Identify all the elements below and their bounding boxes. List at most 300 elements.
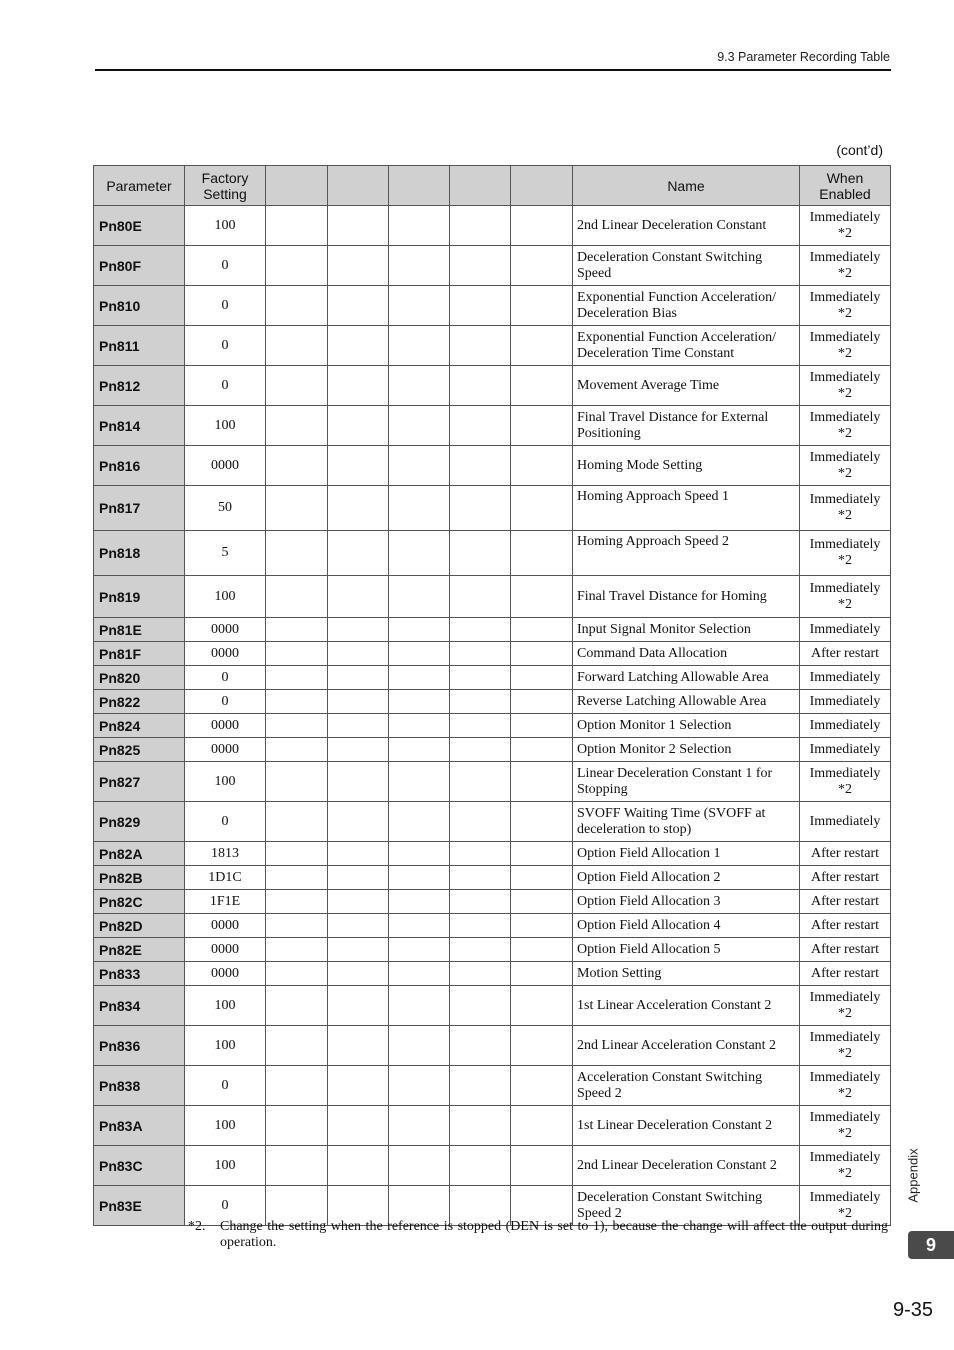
factory-setting-cell: 0000: [185, 618, 266, 642]
name-cell: 2nd Linear Acceleration Constant 2: [573, 1026, 800, 1066]
factory-setting-cell: 100: [185, 576, 266, 618]
record-cell-1: [266, 962, 328, 986]
header-factory-setting: Factory Setting: [185, 166, 266, 206]
factory-setting-cell: 100: [185, 986, 266, 1026]
name-cell: Exponential Function Acceleration/ Deceleration Time Constant: [573, 326, 800, 366]
parameter-cell: Pn819: [94, 576, 185, 618]
name-cell: SVOFF Waiting Time (SVOFF at deceleration to stop): [573, 802, 800, 842]
table-row: [94, 286, 891, 326]
record-cell-3: [389, 690, 450, 714]
record-cell-3: [389, 962, 450, 986]
parameter-cell: Pn820: [94, 666, 185, 690]
header-record-4: [450, 166, 511, 206]
record-cell-1: [266, 986, 328, 1026]
record-cell-2: [328, 1026, 389, 1066]
appendix-side-label: [902, 1142, 924, 1208]
record-cell-2: [328, 486, 389, 531]
factory-setting-cell: 5: [185, 531, 266, 576]
table-row: [94, 618, 891, 642]
table-row: [94, 446, 891, 486]
record-cell-1: [266, 938, 328, 962]
table-row: [94, 938, 891, 962]
continued-label: (cont’d): [836, 142, 883, 158]
record-cell-4: [450, 738, 511, 762]
record-cell-4: [450, 326, 511, 366]
footnote-reference: *2: [838, 425, 852, 441]
parameter-cell: Pn836: [94, 1026, 185, 1066]
record-cell-5: [511, 802, 573, 842]
name-cell: Reverse Latching Allowable Area: [573, 690, 800, 714]
parameter-cell: Pn81E: [94, 618, 185, 642]
record-cell-1: [266, 366, 328, 406]
record-cell-3: [389, 366, 450, 406]
header-record-3: [389, 166, 450, 206]
factory-setting-cell: 0000: [185, 938, 266, 962]
record-cell-2: [328, 1066, 389, 1106]
when-enabled-cell: [800, 762, 891, 802]
factory-setting-cell: 0: [185, 666, 266, 690]
record-cell-4: [450, 486, 511, 531]
parameter-cell: Pn81F: [94, 642, 185, 666]
when-enabled-text: Immediately: [809, 669, 881, 685]
when-enabled-cell: [800, 642, 891, 666]
record-cell-5: [511, 1066, 573, 1106]
when-enabled-cell: [800, 962, 891, 986]
record-cell-5: [511, 866, 573, 890]
record-cell-5: [511, 246, 573, 286]
record-cell-3: [389, 866, 450, 890]
name-cell: Option Field Allocation 4: [573, 914, 800, 938]
record-cell-2: [328, 714, 389, 738]
footnote-reference: *2: [838, 508, 852, 523]
record-cell-4: [450, 866, 511, 890]
footnote-reference: *2: [838, 1085, 852, 1101]
table-row: [94, 366, 891, 406]
table-row: [94, 842, 891, 866]
record-cell-4: [450, 802, 511, 842]
record-cell-1: [266, 666, 328, 690]
when-enabled-text: Immediately: [809, 209, 881, 225]
record-cell-3: [389, 1026, 450, 1066]
record-cell-5: [511, 642, 573, 666]
record-cell-5: [511, 690, 573, 714]
when-enabled-text: Immediately: [809, 621, 881, 637]
table-row: [94, 738, 891, 762]
record-cell-5: [511, 962, 573, 986]
record-cell-3: [389, 618, 450, 642]
record-cell-5: [511, 714, 573, 738]
name-cell: Homing Approach Speed 2: [573, 531, 800, 576]
record-cell-4: [450, 1106, 511, 1146]
table-row: [94, 762, 891, 802]
table-row: [94, 802, 891, 842]
record-cell-4: [450, 576, 511, 618]
record-cell-2: [328, 1146, 389, 1186]
name-cell: 1st Linear Deceleration Constant 2: [573, 1106, 800, 1146]
record-cell-3: [389, 714, 450, 738]
when-enabled-text: Immediately: [809, 1029, 881, 1045]
record-cell-5: [511, 286, 573, 326]
record-cell-2: [328, 531, 389, 576]
parameter-cell: Pn83A: [94, 1106, 185, 1146]
record-cell-2: [328, 962, 389, 986]
name-cell: Exponential Function Acceleration/ Deceleration Bias: [573, 286, 800, 326]
record-cell-1: [266, 446, 328, 486]
record-cell-2: [328, 366, 389, 406]
when-enabled-cell: [800, 714, 891, 738]
when-enabled-cell: [800, 938, 891, 962]
factory-setting-cell: 100: [185, 1026, 266, 1066]
footnote-reference: *2: [838, 1125, 852, 1141]
record-cell-5: [511, 762, 573, 802]
when-enabled-text: Immediately: [809, 409, 881, 425]
table-header-row: [94, 166, 891, 206]
record-cell-5: [511, 531, 573, 576]
record-cell-5: [511, 486, 573, 531]
parameter-cell: Pn814: [94, 406, 185, 446]
when-enabled-text: Immediately: [809, 741, 881, 757]
when-enabled-cell: [800, 690, 891, 714]
when-enabled-cell: [800, 802, 891, 842]
factory-setting-cell: 1813: [185, 842, 266, 866]
record-cell-4: [450, 986, 511, 1026]
record-cell-4: [450, 962, 511, 986]
when-enabled-cell: [800, 890, 891, 914]
record-cell-2: [328, 738, 389, 762]
header-rule: [95, 69, 891, 71]
footnote-reference: *2: [838, 345, 852, 361]
record-cell-2: [328, 666, 389, 690]
record-cell-2: [328, 206, 389, 246]
factory-setting-cell: 0: [185, 1186, 266, 1226]
record-cell-3: [389, 914, 450, 938]
record-cell-5: [511, 406, 573, 446]
name-cell: Input Signal Monitor Selection: [573, 618, 800, 642]
when-enabled-text: Immediately: [809, 249, 881, 265]
parameter-cell: Pn82C: [94, 890, 185, 914]
table-body: [94, 206, 891, 1226]
name-cell: Forward Latching Allowable Area: [573, 666, 800, 690]
name-cell: Deceleration Constant Switching Speed 2: [573, 1186, 800, 1226]
record-cell-3: [389, 486, 450, 531]
record-cell-2: [328, 326, 389, 366]
name-cell: 2nd Linear Deceleration Constant 2: [573, 1146, 800, 1186]
record-cell-5: [511, 1026, 573, 1066]
when-enabled-text: Immediately: [809, 449, 881, 465]
factory-setting-cell: 100: [185, 1146, 266, 1186]
record-cell-3: [389, 802, 450, 842]
parameter-cell: Pn827: [94, 762, 185, 802]
when-enabled-text: Immediately: [809, 492, 881, 507]
record-cell-1: [266, 618, 328, 642]
parameter-cell: Pn838: [94, 1066, 185, 1106]
table-row: [94, 914, 891, 938]
record-cell-3: [389, 531, 450, 576]
record-cell-3: [389, 576, 450, 618]
record-cell-4: [450, 618, 511, 642]
record-cell-1: [266, 738, 328, 762]
record-cell-4: [450, 286, 511, 326]
when-enabled-text: Immediately: [809, 1149, 881, 1165]
record-cell-3: [389, 286, 450, 326]
when-enabled-cell: [800, 1066, 891, 1106]
when-enabled-cell: [800, 326, 891, 366]
record-cell-4: [450, 206, 511, 246]
record-cell-5: [511, 366, 573, 406]
parameter-cell: Pn811: [94, 326, 185, 366]
page-number: 9-35: [893, 1299, 934, 1321]
parameter-cell: Pn822: [94, 690, 185, 714]
footnote-reference: *2: [838, 465, 852, 481]
record-cell-1: [266, 802, 328, 842]
record-cell-1: [266, 286, 328, 326]
record-cell-1: [266, 326, 328, 366]
record-cell-5: [511, 914, 573, 938]
when-enabled-text: Immediately: [809, 329, 881, 345]
record-cell-5: [511, 938, 573, 962]
name-cell: Command Data Allocation: [573, 642, 800, 666]
when-enabled-cell: [800, 986, 891, 1026]
record-cell-3: [389, 890, 450, 914]
record-cell-5: [511, 1146, 573, 1186]
name-cell: 2nd Linear Deceleration Constant: [573, 206, 800, 246]
when-enabled-cell: [800, 486, 891, 531]
parameter-cell: Pn825: [94, 738, 185, 762]
record-cell-3: [389, 246, 450, 286]
record-cell-2: [328, 890, 389, 914]
record-cell-5: [511, 326, 573, 366]
table-row: [94, 246, 891, 286]
record-cell-3: [389, 1066, 450, 1106]
footnote-text: Change the setting when the reference is stopped (DEN is set to 1), because the change will affect the output during operation.: [220, 1219, 888, 1250]
parameter-cell: Pn82E: [94, 938, 185, 962]
name-cell: Motion Setting: [573, 962, 800, 986]
when-enabled-cell: [800, 618, 891, 642]
when-enabled-text: Immediately: [809, 717, 881, 733]
table-row: [94, 1026, 891, 1066]
when-enabled-cell: [800, 866, 891, 890]
record-cell-1: [266, 206, 328, 246]
parameter-cell: Pn810: [94, 286, 185, 326]
header-record-5: [511, 166, 573, 206]
table-row: [94, 866, 891, 890]
parameter-cell: Pn824: [94, 714, 185, 738]
factory-setting-cell: 100: [185, 206, 266, 246]
name-cell: Option Field Allocation 1: [573, 842, 800, 866]
factory-setting-cell: 0: [185, 286, 266, 326]
table-row: [94, 1146, 891, 1186]
when-enabled-cell: [800, 446, 891, 486]
record-cell-5: [511, 842, 573, 866]
when-enabled-cell: [800, 206, 891, 246]
when-enabled-text: Immediately: [809, 369, 881, 385]
record-cell-5: [511, 738, 573, 762]
record-cell-3: [389, 986, 450, 1026]
when-enabled-cell: [800, 246, 891, 286]
when-enabled-text: Immediately: [809, 1109, 881, 1125]
record-cell-1: [266, 890, 328, 914]
factory-setting-cell: 0000: [185, 714, 266, 738]
table-row: [94, 326, 891, 366]
name-cell: Option Monitor 1 Selection: [573, 714, 800, 738]
when-enabled-text: After restart: [810, 869, 880, 885]
name-cell: Homing Approach Speed 1: [573, 486, 800, 531]
record-cell-5: [511, 666, 573, 690]
name-cell: Option Field Allocation 5: [573, 938, 800, 962]
table-row: [94, 406, 891, 446]
when-enabled-cell: [800, 531, 891, 576]
footnote-reference: *2: [838, 1165, 852, 1181]
record-cell-4: [450, 890, 511, 914]
factory-setting-cell: 100: [185, 762, 266, 802]
when-enabled-cell: [800, 576, 891, 618]
header-parameter: Parameter: [94, 166, 185, 206]
factory-setting-cell: 100: [185, 1106, 266, 1146]
parameter-cell: Pn82A: [94, 842, 185, 866]
record-cell-4: [450, 714, 511, 738]
record-cell-3: [389, 406, 450, 446]
parameter-cell: Pn818: [94, 531, 185, 576]
footnote: [188, 1219, 888, 1251]
footnote-reference: *2: [838, 553, 852, 568]
appendix-label-text: Appendix: [905, 1147, 921, 1203]
factory-setting-cell: 100: [185, 406, 266, 446]
record-cell-4: [450, 366, 511, 406]
when-enabled-text: After restart: [810, 645, 880, 661]
when-enabled-cell: [800, 366, 891, 406]
record-cell-4: [450, 762, 511, 802]
record-cell-2: [328, 446, 389, 486]
record-cell-1: [266, 762, 328, 802]
record-cell-1: [266, 246, 328, 286]
name-cell: Final Travel Distance for External Positioning: [573, 406, 800, 446]
record-cell-5: [511, 1106, 573, 1146]
factory-setting-cell: 50: [185, 486, 266, 531]
name-cell: Option Monitor 2 Selection: [573, 738, 800, 762]
when-enabled-cell: [800, 738, 891, 762]
record-cell-4: [450, 446, 511, 486]
when-enabled-text: Immediately: [809, 1189, 881, 1205]
record-cell-3: [389, 1146, 450, 1186]
record-cell-1: [266, 531, 328, 576]
when-enabled-cell: [800, 842, 891, 866]
when-enabled-text: Immediately: [809, 580, 881, 596]
when-enabled-cell: [800, 1146, 891, 1186]
table-row: [94, 531, 891, 576]
record-cell-2: [328, 866, 389, 890]
chapter-tab: 9: [908, 1231, 954, 1259]
record-cell-4: [450, 531, 511, 576]
table-row: [94, 1106, 891, 1146]
factory-setting-cell: 1D1C: [185, 866, 266, 890]
footnote-reference: *2: [838, 1005, 852, 1021]
record-cell-2: [328, 1106, 389, 1146]
when-enabled-cell: [800, 914, 891, 938]
when-enabled-text: After restart: [810, 917, 880, 933]
header-name: Name: [573, 166, 800, 206]
record-cell-1: [266, 1066, 328, 1106]
record-cell-5: [511, 446, 573, 486]
name-cell: Deceleration Constant Switching Speed: [573, 246, 800, 286]
when-enabled-cell: [800, 1106, 891, 1146]
record-cell-3: [389, 446, 450, 486]
parameter-cell: Pn829: [94, 802, 185, 842]
table-row: [94, 642, 891, 666]
factory-setting-cell: 1F1E: [185, 890, 266, 914]
record-cell-4: [450, 246, 511, 286]
record-cell-2: [328, 642, 389, 666]
header-record-1: [266, 166, 328, 206]
record-cell-4: [450, 1066, 511, 1106]
record-cell-3: [389, 938, 450, 962]
record-cell-1: [266, 406, 328, 446]
table-row: [94, 962, 891, 986]
record-cell-3: [389, 642, 450, 666]
record-cell-4: [450, 842, 511, 866]
table-row: [94, 576, 891, 618]
record-cell-1: [266, 1106, 328, 1146]
when-enabled-text: Immediately: [809, 693, 881, 709]
footnote-mark: *2.: [188, 1219, 206, 1234]
record-cell-4: [450, 1026, 511, 1066]
name-cell: Option Field Allocation 2: [573, 866, 800, 890]
when-enabled-text: Immediately: [809, 989, 881, 1005]
name-cell: 1st Linear Acceleration Constant 2: [573, 986, 800, 1026]
record-cell-2: [328, 246, 389, 286]
table-row: [94, 666, 891, 690]
parameter-cell: Pn82D: [94, 914, 185, 938]
factory-setting-cell: 0000: [185, 962, 266, 986]
parameter-cell: Pn816: [94, 446, 185, 486]
record-cell-1: [266, 690, 328, 714]
parameter-cell: Pn833: [94, 962, 185, 986]
record-cell-3: [389, 1106, 450, 1146]
record-cell-4: [450, 938, 511, 962]
record-cell-5: [511, 986, 573, 1026]
parameter-cell: Pn80F: [94, 246, 185, 286]
table-row: [94, 690, 891, 714]
table-row: [94, 206, 891, 246]
factory-setting-cell: 0: [185, 366, 266, 406]
record-cell-1: [266, 914, 328, 938]
record-cell-4: [450, 666, 511, 690]
parameter-cell: Pn834: [94, 986, 185, 1026]
factory-setting-cell: 0: [185, 802, 266, 842]
when-enabled-text: Immediately: [809, 537, 881, 552]
record-cell-2: [328, 802, 389, 842]
name-cell: Option Field Allocation 3: [573, 890, 800, 914]
record-cell-5: [511, 206, 573, 246]
when-enabled-text: Immediately: [809, 289, 881, 305]
parameter-cell: Pn80E: [94, 206, 185, 246]
record-cell-4: [450, 406, 511, 446]
record-cell-5: [511, 576, 573, 618]
record-cell-2: [328, 938, 389, 962]
factory-setting-cell: 0: [185, 246, 266, 286]
header-record-2: [328, 166, 389, 206]
record-cell-2: [328, 618, 389, 642]
factory-setting-cell: 0: [185, 326, 266, 366]
name-cell: Linear Deceleration Constant 1 for Stopping: [573, 762, 800, 802]
table-row: [94, 1066, 891, 1106]
record-cell-1: [266, 1026, 328, 1066]
table-row: [94, 486, 891, 531]
parameter-cell: Pn82B: [94, 866, 185, 890]
parameter-table: [93, 165, 891, 1226]
when-enabled-text: After restart: [810, 941, 880, 957]
record-cell-2: [328, 986, 389, 1026]
factory-setting-cell: 0000: [185, 738, 266, 762]
